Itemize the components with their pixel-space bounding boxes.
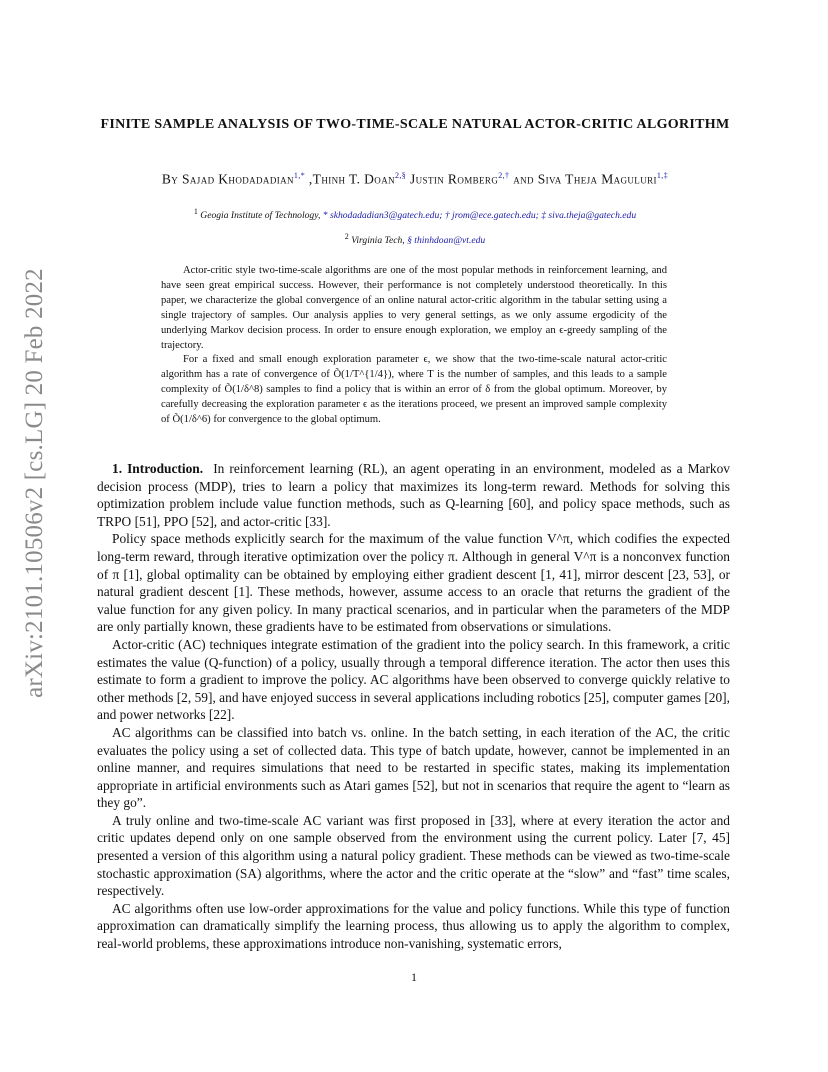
abstract-paragraph: Actor-critic style two-time-scale algorithms are one of the most popular methods in reinforcement learning, and have seen great empirical success. However, their performance is not completely understood theoretically. In this paper, we characterize the global convergence of an online natural actor-critic algorithm in the tabular setting using a single trajectory of samples. Our analysis applies to very general settings, as we only assume ergodicity of the underlying Markov decision process. In order to ensure enough exploration, we employ an ϵ-greedy sampling of the trajectory. [161,265,667,351]
abstract-paragraph: For a fixed and small enough exploration parameter ϵ, we show that the two-time-scale natural actor-critic algorithm has a rate of convergence of Õ(1/T^{1/4}), where T is the number of samples, and this leads to a sample complexity of Õ(1/δ^8) samples to find a policy that is within an error of δ from the global optimum. Moreover, by carefully decreasing the exploration parameter ϵ as the iterations proceed, we present an improved sample complexity of Õ(1/δ^6) for convergence to the global optimum. [161,354,667,426]
author-list: By Sajad Khodadadian$^{1,*}$ ,Thinh T. Doan$^{2,\S}$ Justin Romberg$^{2,\dagger}$ and Siva Theja Maguluri$^{1,\ddagger}$ [161,171,669,187]
page-number: 1 [411,970,417,984]
intro-paragraph: A truly online and two-time-scale AC variant was first proposed in [33], where at every iteration the actor and critic updates depend only on one sample observed from the environment using the current policy. Later [7, 45] presented a version of this algorithm using a natural policy gradient. These methods can be viewed as two-time-scale stochastic approximation (SA) algorithms, where the actor and the critic operate at the “slow” and “fast” time scales, respectively. [97,812,730,899]
arxiv-watermark: arXiv:2101.10506v2 [cs.LG] 20 Feb 2022 [21,268,48,698]
email-link[interactable]: * skhodadadian3@gatech.edu; [322,210,443,221]
intro-paragraph: 1. Introduction. In reinforcement learning (RL), an agent operating in an environment, modeled as a Markov decision process (MDP), tries to learn a policy that maximizes its long-term reward. Methods for solving this optimization problem include value function methods, such as Q-learning [60], and policy space methods, such as TRPO [51], PPO [52], and actor-critic [33]. [97,461,731,529]
introduction-section [97,460,730,953]
intro-paragraph: AC algorithms can be classified into batch vs. online. In the batch setting, in each iteration of the AC, the critic evaluates the policy using a set of collected data. This type of batch update, however, cannot be implemented in an online manner, and requires simulations that need to be restarted in specific states, making its implementation appropriate in artificial environments such as Atari games [52], but not in scenarios that require the agent to “learn as they go”. [97,724,730,811]
affiliation-2: $^2$ Virginia Tech, § thinhdoan@vt.edu [344,231,486,246]
paper-title: FINITE SAMPLE ANALYSIS OF TWO-TIME-SCALE NATURAL ACTOR-CRITIC ALGORITHM [100,117,730,132]
email-link[interactable]: § thinhdoan@vt.edu [407,235,486,246]
intro-paragraph: Actor-critic (AC) techniques integrate estimation of the gradient into the policy search. In this framework, a critic estimates the value (Q-function) of a policy, usually through a temporal difference iteration. The actor then uses this estimate to form a gradient to improve the policy. AC algorithms have been observed to converge quickly relative to other methods [2, 59], and have enjoyed success in several applications including robotics [25], computer games [20], and power networks [22]. [97,636,730,723]
author-4: Siva Theja Maguluri [537,171,657,187]
affiliation-1: $^1$ Geogia Institute of Technology, * skhodadadian3@gatech.edu; † jrom@ece.gatech.edu; ‡ siva.theja@gatech.edu [193,206,637,221]
author-3: Justin Romberg [409,171,499,187]
intro-paragraph: Policy space methods explicitly search for the maximum of the value function V^π, which codifies the expected long-term reward, through iterative optimization over the policy π. Although in general V^π is a nonconvex function of π [1], global optimality can be obtained by employing either gradient descent [1, 41], mirror descent [23, 53], or natural gradient descent [1]. These methods, however, assume access to an oracle that returns the gradient of the value function for any given policy. In many practical scenarios, and in particular when the parameters of the MDP are only partially known, these gradients have to be estimated from observations or simulations. [97,531,730,635]
abstract [161,264,667,428]
intro-paragraph: AC algorithms often use low-order approximations for the value and policy functions. While this type of function approximation can dramatically simplify the learning process, thus allowing us to apply the algorithm to complex, real-world problems, these approximations introduce non-vanishing, systematic errors, [97,900,730,952]
email-link[interactable]: † jrom@ece.gatech.edu; [444,210,539,221]
section-heading: 1. Introduction. [112,461,204,476]
author-2: ,Thinh T. Doan [308,171,395,187]
email-link[interactable]: ‡ siva.theja@gatech.edu [541,210,637,221]
author-1: Sajad Khodadadian [181,171,294,187]
